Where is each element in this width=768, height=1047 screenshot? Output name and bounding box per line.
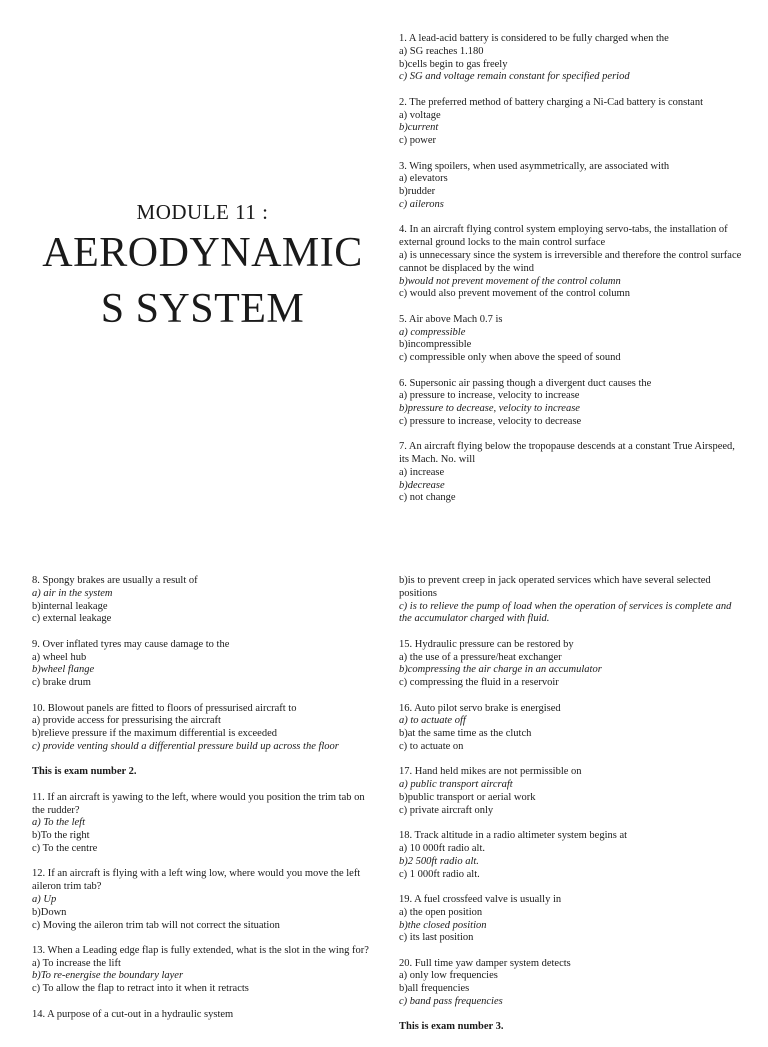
question-text: 12. If an aircraft is flying with a left wing low, where would you move the left aileron trim tab? (32, 868, 361, 893)
question-text: 10. Blowout panels are fitted to floors of pressurised aircraft to (32, 702, 297, 714)
question-text: 7. An aircraft flying below the tropopause descends at a constant True Airspeed, its Mach. No. will (399, 441, 735, 466)
answer-option: a) increase (399, 466, 445, 478)
answer-option: c) compressible only when above the speed of sound (399, 352, 621, 364)
answer-option: c) to actuate on (399, 740, 464, 752)
answer-option: a) the open position (399, 906, 483, 918)
question-text: 19. A fuel crossfeed valve is usually in (399, 893, 562, 905)
answer-option: a) wheel hub (32, 651, 87, 663)
question-block (399, 33, 744, 84)
correct-answer-option: a) air in the system (32, 587, 113, 599)
correct-answer-option: c) SG and voltage remain constant for specified period (399, 71, 630, 83)
question-block (399, 894, 744, 945)
question-text: 1. A lead-acid battery is considered to be fully charged when the (399, 33, 669, 44)
question-block (399, 639, 744, 690)
question-block (399, 958, 744, 1009)
page-title-line: S SYSTEM (100, 286, 305, 332)
correct-answer-option: b)the closed position (399, 919, 487, 931)
question-block (399, 378, 744, 429)
question-text: 16. Auto pilot servo brake is energised (399, 702, 561, 714)
question-block (399, 224, 744, 301)
question-text: 6. Supersonic air passing though a divergent duct causes the (399, 377, 652, 389)
correct-answer-option: b)would not prevent movement of the control column (399, 275, 621, 287)
exam-number-note: This is exam number 3. (399, 1021, 504, 1033)
correct-answer-option: a) To the left (32, 817, 85, 829)
answer-option: b)at the same time as the clutch (399, 728, 532, 740)
answer-option: a) only low frequencies (399, 970, 498, 982)
correct-answer-option: c) band pass frequencies (399, 996, 503, 1008)
correct-answer-option: a) public transport aircraft (399, 779, 513, 791)
answer-option: c) 1 000ft radio alt. (399, 868, 480, 880)
answer-option: a) 10 000ft radio alt. (399, 842, 486, 854)
question-block (399, 830, 744, 881)
answer-option: b)cells begin to gas freely (399, 58, 508, 70)
question-block (399, 703, 744, 754)
question-text: 15. Hydraulic pressure can be restored by (399, 638, 574, 650)
title-block (30, 200, 375, 337)
question-text: 14. A purpose of a cut-out in a hydraulic system (32, 1008, 234, 1020)
answer-option: a) the use of a pressure/heat exchanger (399, 651, 562, 663)
correct-answer-option: b)2 500ft radio alt. (399, 855, 479, 867)
question-text: 18. Track altitude in a radio altimeter system begins at (399, 830, 628, 842)
answer-option: c) power (399, 135, 437, 147)
answer-option: b)internal leakage (32, 600, 108, 612)
answer-option: c) Moving the aileron trim tab will not correct the situation (32, 919, 280, 931)
question-block (32, 639, 372, 690)
correct-answer-option: b)wheel flange (32, 664, 95, 676)
question-text: 13. When a Leading edge flap is fully extended, what is the slot in the wing for? (32, 944, 369, 956)
correct-answer-option: a) Up (32, 893, 57, 905)
answer-option: b)is to prevent creep in jack operated services which have several selected positions (399, 575, 711, 599)
answer-option: c) compressing the fluid in a reservoir (399, 677, 559, 689)
question-block (32, 1009, 372, 1022)
answer-option: c) its last position (399, 932, 474, 944)
page-title (30, 225, 375, 337)
answer-option: c) brake drum (32, 677, 91, 689)
question-text: 17. Hand held mikes are not permissible on (399, 766, 582, 778)
answer-option: c) would also prevent movement of the control column (399, 288, 630, 300)
question-block (399, 97, 744, 148)
correct-answer-option: b)pressure to decrease, velocity to increase (399, 403, 580, 415)
answer-option: b)rudder (399, 186, 436, 198)
answer-option: a) provide access for pressurising the aircraft (32, 715, 221, 727)
correct-answer-option: c) provide venting should a differential pressure build up across the floor (32, 740, 339, 752)
answer-option: a) To increase the lift (32, 957, 121, 969)
question-block (399, 314, 744, 365)
question-block (399, 161, 744, 212)
page-title-line: AERODYNAMIC (42, 230, 363, 276)
question-column-bottom-right (399, 575, 744, 1047)
answer-option: b)Down (32, 906, 67, 918)
exam-number-note: This is exam number 2. (32, 766, 137, 778)
correct-answer-option: b)decrease (399, 479, 445, 491)
answer-option: c) To allow the flap to retract into it when it retracts (32, 983, 249, 995)
answer-option: c) external leakage (32, 613, 112, 625)
question-text: 11. If an aircraft is yawing to the left, where would you position the trim tab on the rudder? (32, 791, 365, 816)
question-column-bottom-left (32, 575, 372, 1034)
answer-option: c) pressure to increase, velocity to decrease (399, 415, 582, 427)
answer-option: b)public transport or aerial work (399, 791, 536, 803)
answer-option: c) To the centre (32, 842, 98, 854)
question-block (32, 945, 372, 996)
answer-option: b)To the right (32, 830, 90, 842)
module-number: MODULE 11 : (136, 200, 269, 224)
question-block (399, 766, 744, 817)
correct-answer-option: b)To re-energise the boundary layer (32, 970, 184, 982)
correct-answer-option: c) ailerons (399, 198, 444, 210)
question-block (399, 441, 744, 505)
answer-option: a) is unnecessary since the system is irreversible and therefore the control surface cannot be displaced by the wind (399, 249, 742, 274)
question-text: 3. Wing spoilers, when used asymmetrically, are associated with (399, 160, 670, 172)
answer-option: a) voltage (399, 109, 441, 121)
correct-answer-option: b)compressing the air charge in an accumulator (399, 664, 602, 676)
question-column-top-right (399, 33, 744, 518)
question-block (399, 575, 744, 626)
question-text: 20. Full time yaw damper system detects (399, 957, 571, 969)
question-text: 4. In an aircraft flying control system employing servo-tabs, the installation of external ground locks to the main control surface (399, 224, 728, 249)
answer-option: b)relieve pressure if the maximum differential is exceeded (32, 728, 277, 740)
question-text: 8. Spongy brakes are usually a result of (32, 575, 198, 586)
question-block (32, 868, 372, 932)
correct-answer-option: a) compressible (399, 326, 466, 338)
answer-option: a) pressure to increase, velocity to increase (399, 390, 580, 402)
question-text: 2. The preferred method of battery charging a Ni-Cad battery is constant (399, 96, 704, 108)
answer-option: b)incompressible (399, 339, 472, 351)
question-block (32, 703, 372, 754)
correct-answer-option: c) is to relieve the pump of load when the operation of services is complete and the accumulator charged with fluid. (399, 600, 732, 625)
answer-option: c) not change (399, 492, 456, 504)
answer-option: a) SG reaches 1.180 (399, 45, 484, 57)
question-text: 9. Over inflated tyres may cause damage to the (32, 638, 230, 650)
question-block (32, 792, 372, 856)
correct-answer-option: a) to actuate off (399, 715, 466, 727)
answer-option: a) elevators (399, 173, 448, 185)
correct-answer-option: b)current (399, 122, 439, 134)
question-block (32, 575, 372, 626)
answer-option: b)all frequencies (399, 983, 470, 995)
question-text: 5. Air above Mach 0.7 is (399, 313, 503, 325)
answer-option: c) private aircraft only (399, 804, 494, 816)
